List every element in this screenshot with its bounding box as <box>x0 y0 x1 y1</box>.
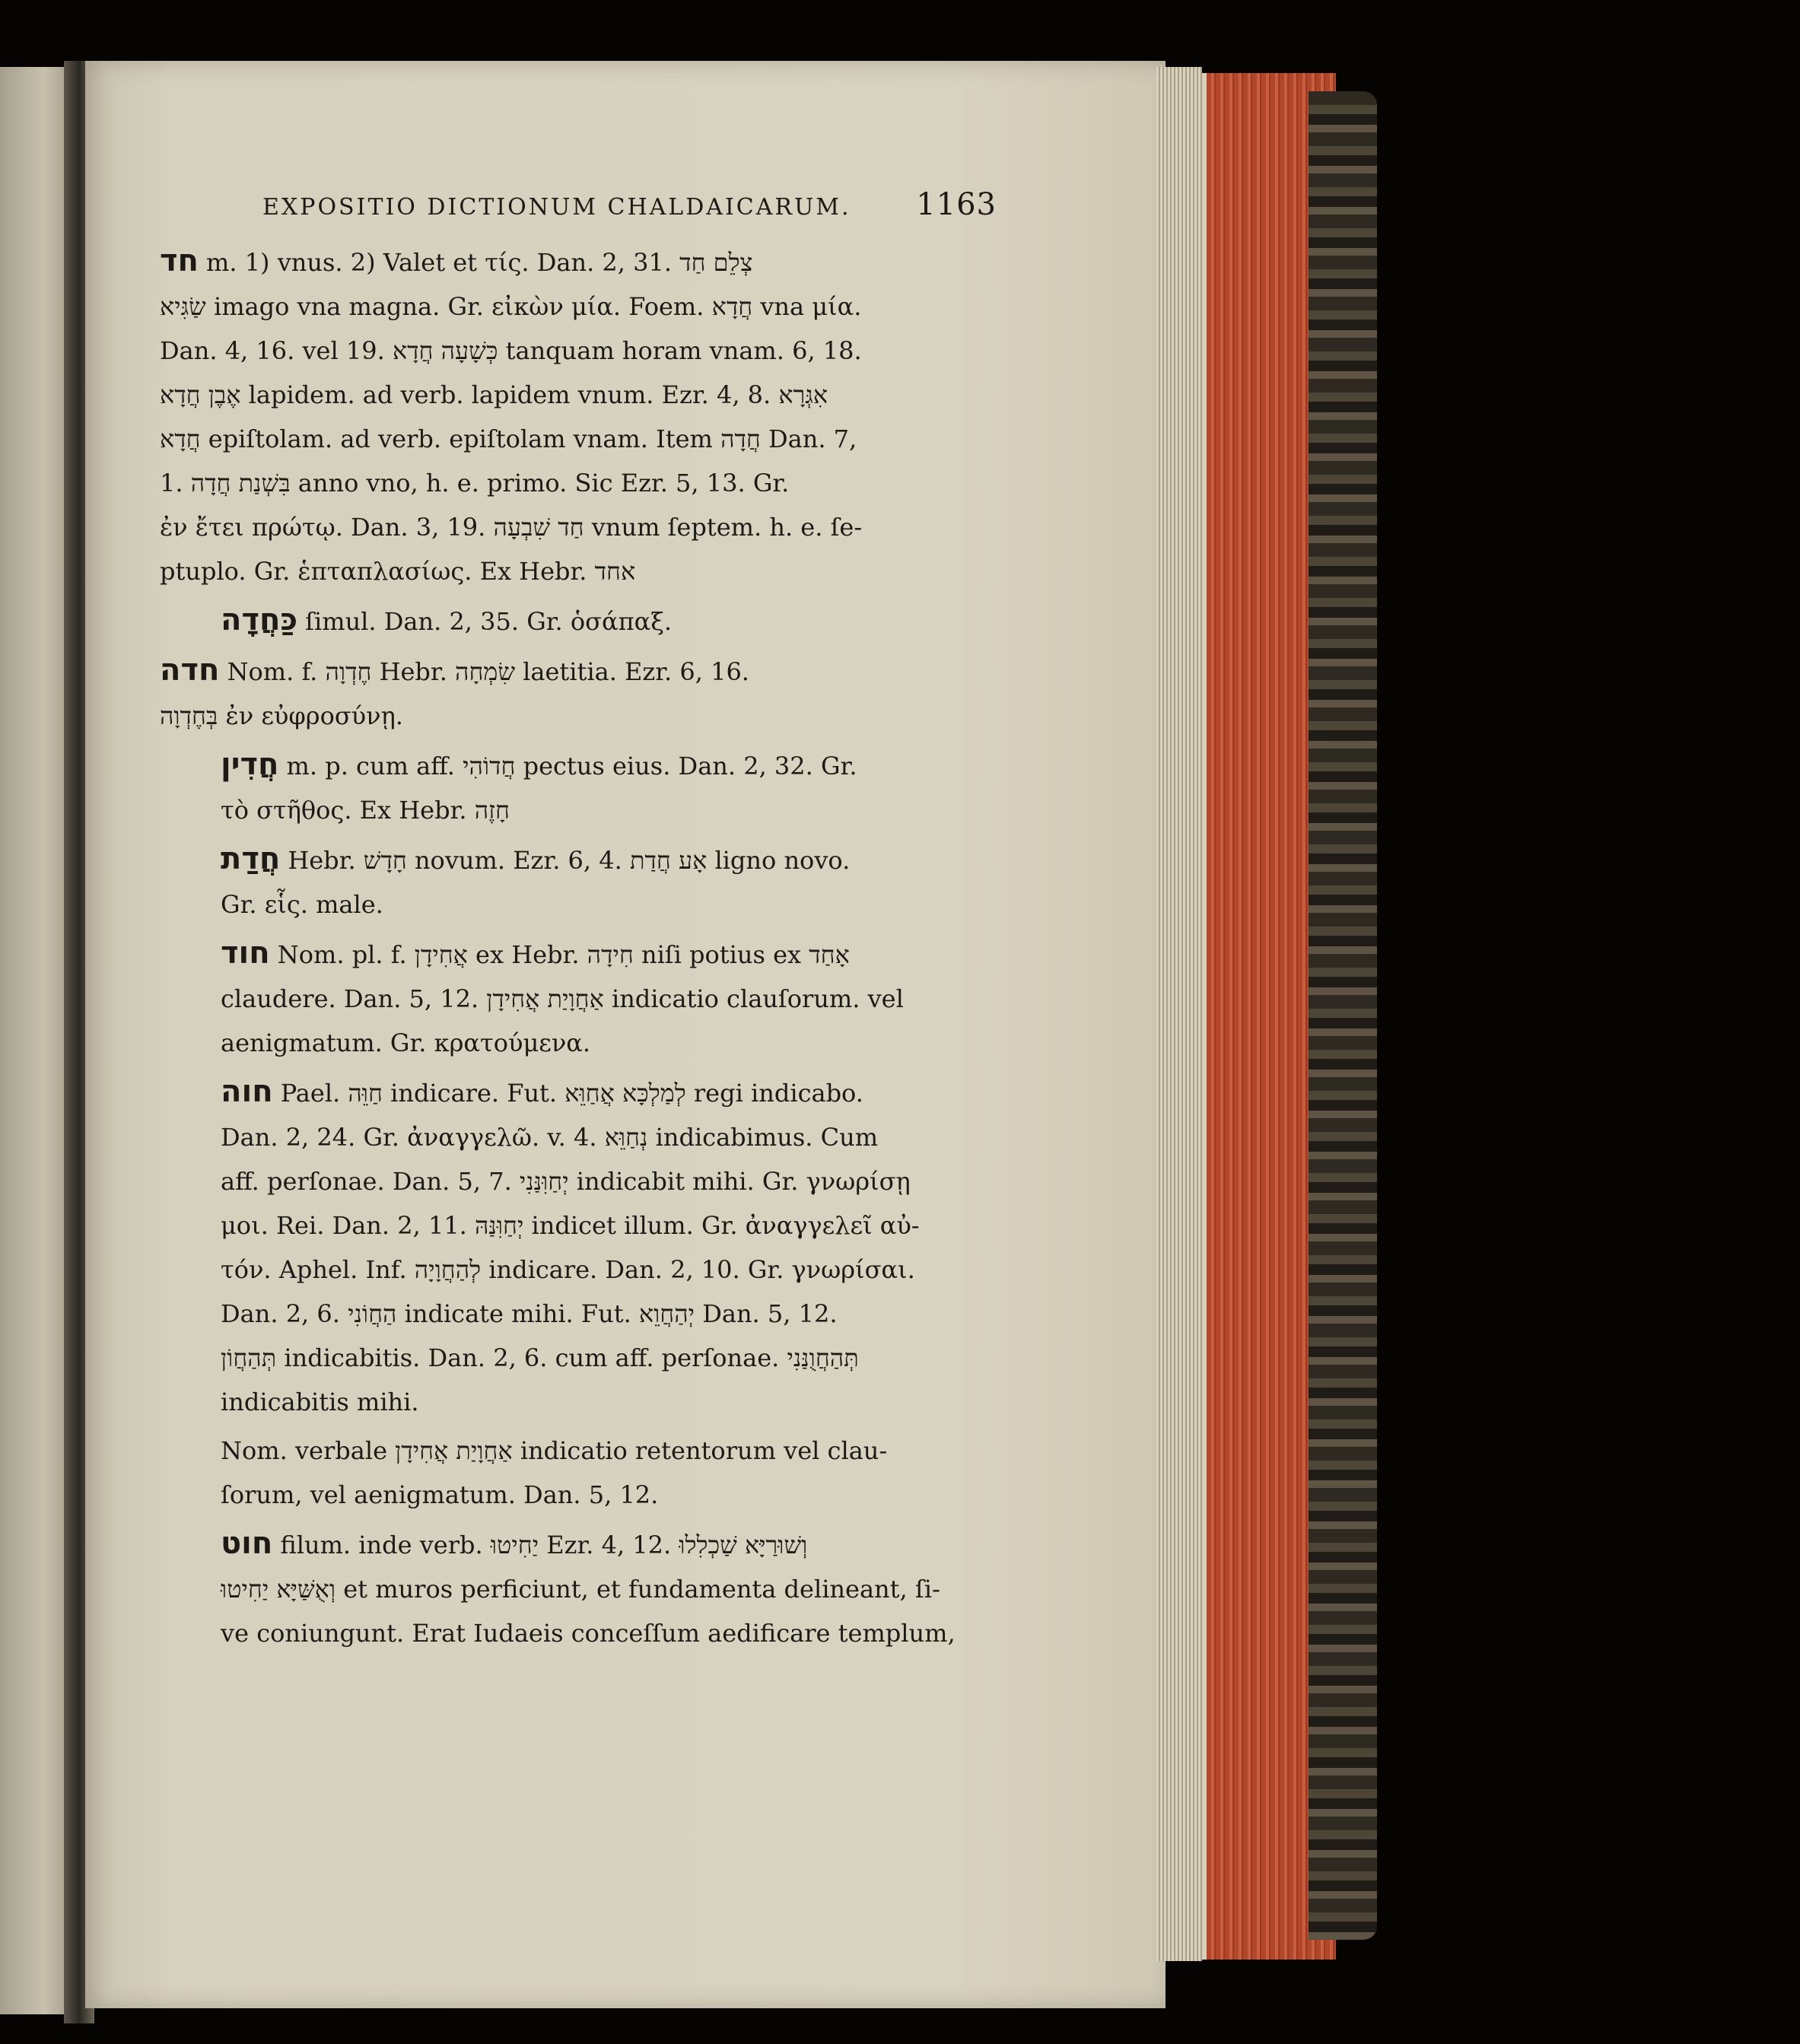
entry-line-text: μοι. Rei. Dan. 2, 11. יְחַוִּנַּהּ indicet illum. Gr. ἀναγγελεῖ αὐ- <box>221 1211 920 1240</box>
entry-line-text: ve coniungunt. Erat Iudaeis conceſſum aedificare templum, <box>221 1619 956 1648</box>
entry-line <box>221 1429 997 1473</box>
entry-line <box>221 882 997 927</box>
entry-line-text: אֶבֶן חֲדָא lapidem. ad verb. lapidem vnum. Ezr. 4, 8. אִגְּרָא <box>160 380 828 409</box>
entry-line-text: 1. בִּשְׁנַת חֲדָה anno vno, h. e. primo. Sic Ezr. 5, 13. Gr. <box>160 469 790 497</box>
book-cover-spine <box>1309 91 1377 1940</box>
entry-line <box>160 285 997 329</box>
entry-line <box>221 931 997 977</box>
dictionary-entry <box>160 931 997 1065</box>
entry-line <box>221 1611 997 1655</box>
entry-line-text: ſimul. Dan. 2, 35. Gr. ὁσάπαξ. <box>305 607 673 636</box>
dictionary-entry <box>160 1070 997 1424</box>
entry-line-text: Nom. verbale אַחֲוָיַת אֲחִידָן indicatio retentorum vel clau- <box>221 1436 888 1465</box>
entry-line <box>221 1292 997 1336</box>
dictionary-entry <box>160 742 997 832</box>
entry-line <box>221 1473 997 1517</box>
entry-line <box>160 549 997 593</box>
entry-line <box>160 329 997 373</box>
entry-line-text: m. 1) vnus. 2) Valet et τίς. Dan. 2, 31. צְלֵם חַד <box>206 248 753 277</box>
dictionary-entry <box>160 837 997 927</box>
entry-line <box>221 1070 997 1115</box>
entry-line-text: בְּחֶדְוָה ἐν εὐφροσύνῃ. <box>160 701 403 730</box>
entry-line <box>160 505 997 549</box>
entry-line-text: וְאֻשַּׁיָּא יַחִיטוּ et muros perficiunt, et fundamenta delineant, ſi- <box>221 1575 940 1604</box>
entry-line-text: Dan. 2, 6. הַחֲוֹנִי indicate mihi. Fut. יְהַחֲוֵא Dan. 5, 12. <box>221 1299 838 1328</box>
entry-line <box>221 977 997 1021</box>
entry-headword: חֲדַת <box>221 841 281 876</box>
entry-line-text: claudere. Dan. 5, 12. אַחֲוָיַת אֲחִידָן indicatio clauſorum. vel <box>221 984 904 1013</box>
entry-headword: חֲדִין <box>221 747 279 782</box>
entry-headword: חוט <box>221 1526 273 1561</box>
entry-line <box>160 461 997 505</box>
entry-line-text: חֲדָא epiſtolam. ad verb. epiſtolam vnam. Item חֲדָה Dan. 7, <box>160 424 857 453</box>
dictionary-entry <box>160 239 997 593</box>
entry-line-text: תְּהַחֲוֹן indicabitis. Dan. 2, 6. cum aff. perſonae. תְּהַחֲוֻנַּנִי <box>221 1343 859 1372</box>
entry-line-text: Dan. 2, 24. Gr. ἀναγγελῶ. v. 4. נְחַוֵּא indicabimus. Cum <box>221 1123 879 1152</box>
entry-line-text: τὸ στῆθος. Ex Hebr. חָזֶה <box>221 796 510 825</box>
entry-line <box>221 598 997 644</box>
entry-headword: כַּחֲדָה <box>221 602 298 637</box>
entry-line <box>221 1521 997 1567</box>
entry-line <box>221 1336 997 1380</box>
entry-line-text: τόν. Aphel. Inf. לְהַחֲוָיָה indicare. Dan. 2, 10. Gr. γνωρίσαι. <box>221 1255 915 1284</box>
entry-line-text: Nom. pl. f. אֲחִידָן ex Hebr. חִידָה niſi potius ex אָחַד <box>277 940 850 969</box>
entry-line <box>221 1567 997 1611</box>
dictionary-entry <box>160 598 997 644</box>
entry-line-text: Nom. f. חֶדְוָה Hebr. שִׂמְחָה laetitia. Ezr. 6, 16. <box>227 657 749 686</box>
entry-line <box>160 373 997 417</box>
entry-line-text: Gr. εἷς. male. <box>221 890 383 919</box>
facing-page-edge <box>0 67 73 2014</box>
entry-line-text: Dan. 4, 16. vel 19. כְּשָׁעָה חֲדָא tanquam horam vnam. 6, 18. <box>160 336 862 365</box>
entry-headword: חדה <box>160 653 220 688</box>
entry-line-text: ἐν ἔτει πρώτῳ. Dan. 3, 19. חַד שִׁבְעָה vnum ſeptem. h. e. ſe- <box>160 513 863 542</box>
entry-headword: חוה <box>221 1074 273 1109</box>
entry-line-text: Pael. חַוֵּה indicare. Fut. לְמַלְכָּא אֲחַוֵּא regi indicabo. <box>280 1079 863 1108</box>
page-block-edges <box>1156 67 1202 1961</box>
dictionary-entry <box>160 1521 997 1655</box>
entry-line <box>221 837 997 882</box>
entry-line-text: שַׂגִּיא imago vna magna. Gr. εἰκὼν μία. Foem. חֲדָא vna μία. <box>160 292 862 321</box>
entry-line <box>221 1248 997 1292</box>
dictionary-entry <box>160 648 997 738</box>
entry-line <box>221 1021 997 1065</box>
entry-line <box>221 1115 997 1159</box>
entry-line-text: ptuplo. Gr. ἑπταπλασίως. Ex Hebr. אחד <box>160 557 636 586</box>
entry-line <box>221 742 997 788</box>
running-header <box>160 183 997 230</box>
entry-line <box>160 239 997 285</box>
entry-line <box>221 788 997 832</box>
entry-line-text: aff. perſonae. Dan. 5, 7. יְחַוִּנַּנִי indicabit mihi. Gr. γνωρίσῃ <box>221 1167 911 1196</box>
page-text <box>160 183 997 1655</box>
page-number: 1163 <box>916 187 997 222</box>
entry-line-text: aenigmatum. Gr. κρατούμενα. <box>221 1028 591 1057</box>
entry-line <box>160 694 997 738</box>
entry-line <box>221 1380 997 1424</box>
entry-line-text: Hebr. חָדָשׁ novum. Ezr. 6, 4. אָע חֲדַת ligno novo. <box>288 846 851 875</box>
running-title: EXPOSITIO DICTIONUM CHALDAICARUM. <box>262 194 851 221</box>
entry-line-text: indicabitis mihi. <box>221 1388 419 1416</box>
entry-line <box>160 417 997 461</box>
entry-line <box>160 648 997 694</box>
dictionary-entry <box>160 1429 997 1517</box>
entry-headword: חוד <box>221 936 270 971</box>
entry-headword: חד <box>160 243 199 278</box>
entry-line <box>221 1159 997 1203</box>
entry-line-text: filum. inde verb. יַחִיטוּ Ezr. 4, 12. וְשׁוּרַיָּא שַׁכְלִלוּ <box>280 1531 808 1559</box>
entry-line-text: m. p. cum aff. חֲדוֹהִי pectus eius. Dan. 2, 32. Gr. <box>286 752 857 780</box>
dictionary-entries <box>160 239 997 1655</box>
entry-line <box>221 1203 997 1248</box>
entry-line-text: ſorum, vel aenigmatum. Dan. 5, 12. <box>221 1480 659 1509</box>
